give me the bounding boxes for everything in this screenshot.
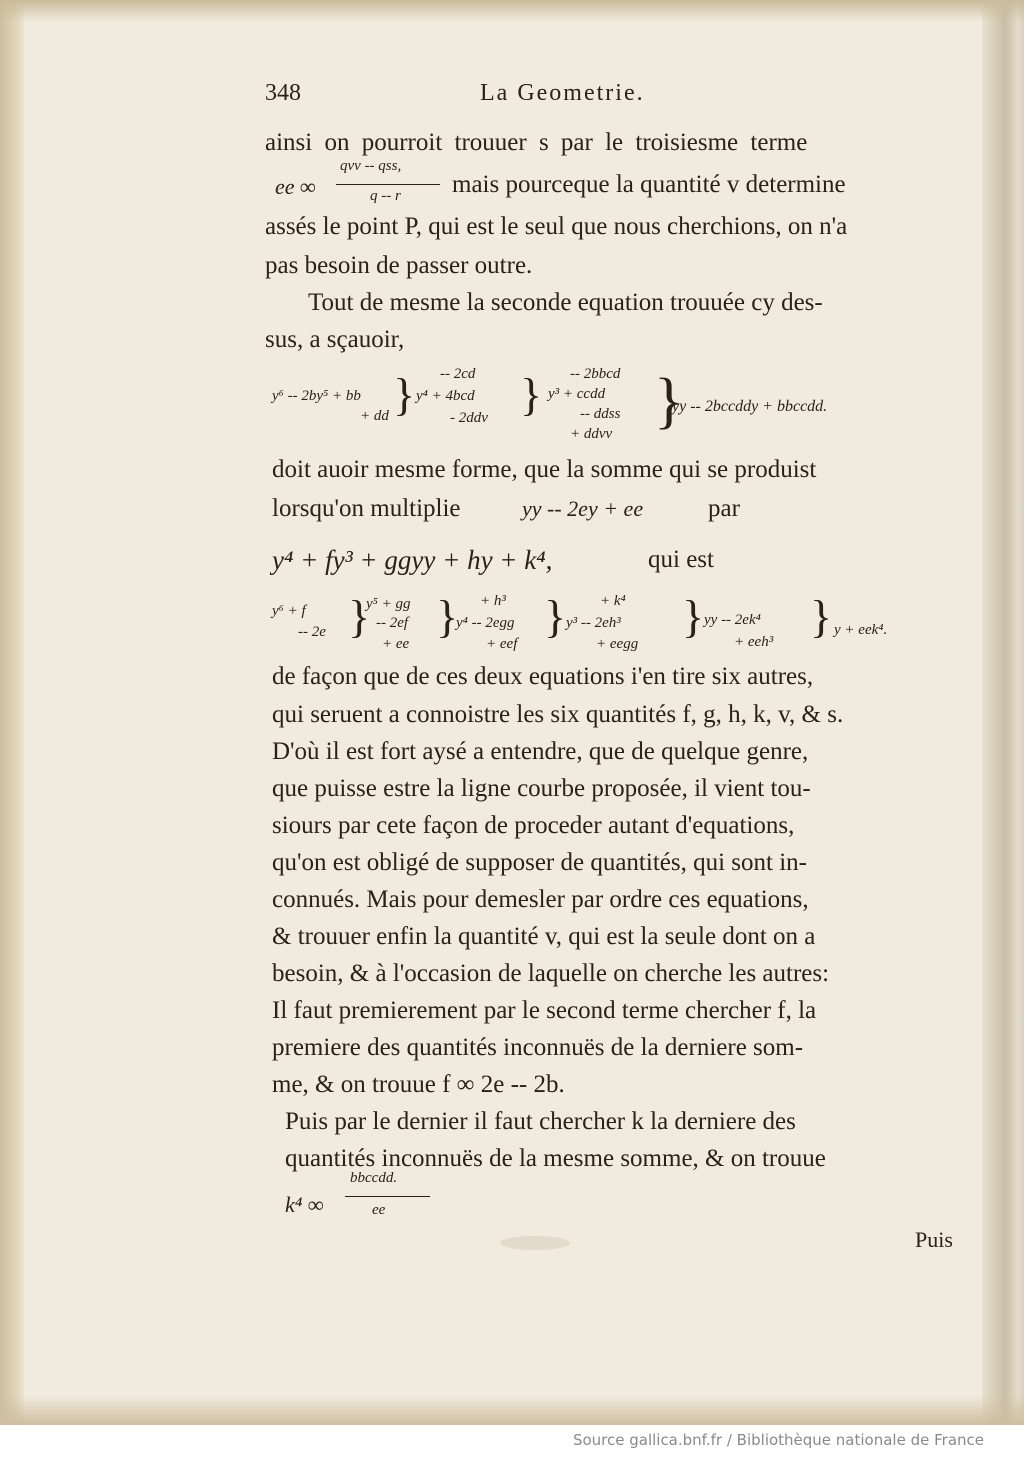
text-line: doit auoir mesme forme, que la somme qui se produist — [272, 456, 817, 483]
brace-right: } — [520, 369, 543, 420]
page-top-edge — [0, 0, 1024, 22]
inline-equation: yy -- 2ey + ee — [522, 496, 644, 521]
text-line: pas besoin de passer outre. — [265, 252, 533, 279]
fraction-denominator: q -- r — [370, 188, 401, 204]
brace-right: } — [810, 591, 833, 642]
equation-term: y³ -- 2eh³ — [566, 615, 621, 631]
brace-right: } — [544, 591, 567, 642]
page-left-edge — [0, 0, 24, 1425]
equation-term: + eef — [486, 636, 518, 652]
brace-right: } — [393, 369, 416, 420]
text-line: sus, a sçauoir, — [265, 326, 405, 353]
text-line: D'où il est fort aysé a entendre, que de quelque genre, — [272, 738, 809, 765]
equation-term: - 2ddv — [450, 410, 488, 426]
ink-smudge — [500, 1236, 570, 1250]
fraction-bar — [336, 184, 440, 185]
catchword: Puis — [915, 1227, 953, 1252]
equation-term: + eegg — [596, 636, 639, 652]
equation-term: + k⁴ — [600, 593, 626, 609]
text-line: qui seruent a connoistre les six quantités f, g, h, k, v, & s. — [272, 701, 844, 728]
equation-term: y³ + ccdd — [548, 386, 606, 402]
equation-term: yy -- 2bccddy + bbccdd. — [672, 398, 828, 415]
equation-term: + dd — [360, 408, 389, 424]
text-line: Puis par le dernier il faut chercher k la derniere des — [285, 1108, 796, 1135]
inline-equation: y⁴ + fy³ + ggyy + hy + k⁴, — [272, 545, 553, 575]
fraction-bar — [345, 1196, 430, 1197]
text-line: lorsqu'on multiplie — [272, 495, 461, 522]
text-line: premiere des quantités inconnuës de la derniere som- — [272, 1034, 804, 1061]
brace-right: } — [654, 367, 684, 435]
page-number: 348 — [265, 80, 301, 106]
text-line: Il faut premierement par le second terme chercher f, la — [272, 997, 817, 1024]
text-line: siours par cete façon de proceder autant d'equations, — [272, 812, 795, 839]
equation-term: y + eek⁴. — [834, 622, 888, 638]
equation-term: + h³ — [480, 593, 506, 609]
equation-lead: ee ∞ — [275, 174, 316, 199]
running-title: La Geometrie. — [480, 80, 645, 106]
text-line: par — [708, 495, 740, 522]
text-line: qui est — [648, 546, 714, 573]
text-line: ainsi on pourroit trouuer s par le troisiesme terme — [265, 129, 808, 156]
brace-right: } — [348, 591, 371, 642]
text-line: que puisse estre la ligne courbe proposée, il vient tou- — [272, 775, 811, 802]
equation-term: -- 2ef — [376, 615, 409, 631]
equation-lead: k⁴ ∞ — [285, 1192, 324, 1217]
fraction-denominator: ee — [372, 1202, 386, 1218]
equation-term: -- 2cd — [440, 366, 476, 382]
page-right-edge — [982, 0, 1024, 1425]
equation-term: y⁴ -- 2egg — [456, 615, 515, 631]
text-line: de façon que de ces deux equations i'en tire six autres, — [272, 663, 814, 690]
text-line: quantités inconnuës de la mesme somme, & on trouue — [285, 1145, 826, 1172]
equation-term: + eeh³ — [734, 634, 774, 650]
page-bottom-edge — [0, 1395, 1024, 1425]
source-attribution: Source gallica.bnf.fr / Bibliothèque nationale de France — [572, 1431, 984, 1449]
equation-term: y⁴ + 4bcd — [416, 388, 475, 404]
equation-term: y⁶ -- 2by⁵ + bb — [272, 388, 361, 404]
equation-term: y⁶ + f — [272, 603, 306, 619]
text-line: & trouuer enfin la quantité v, qui est la seule dont on a — [272, 923, 816, 950]
text-line: mais pourceque la quantité v determine — [452, 171, 846, 198]
equation-term: -- ddss — [580, 406, 621, 422]
brace-right: } — [436, 591, 459, 642]
text-line: besoin, & à l'occasion de laquelle on cherche les autres: — [272, 960, 830, 987]
equation-term: + ddvv — [570, 426, 613, 442]
brace-right: } — [682, 591, 705, 642]
text-line: Tout de mesme la seconde equation trouuée cy des- — [308, 289, 823, 316]
text-line: qu'on est obligé de supposer de quantités, qui sont in- — [272, 849, 807, 876]
text-line: assés le point P, qui est le seul que nous cherchions, on n'a — [265, 213, 848, 240]
equation-term: yy -- 2ek⁴ — [704, 612, 761, 628]
fraction-numerator: bbccdd. — [350, 1170, 398, 1186]
equation-term: y⁵ + gg — [366, 596, 411, 612]
text-line: connués. Mais pour demesler par ordre ces equations, — [272, 886, 809, 913]
text-line: me, & on trouue f ∞ 2e -- 2b. — [272, 1071, 565, 1098]
equation-term: -- 2bbcd — [570, 366, 621, 382]
equation-term: + ee — [382, 636, 410, 652]
fraction-numerator: qvv -- qss, — [340, 158, 402, 174]
equation-term: -- 2e — [298, 624, 326, 640]
